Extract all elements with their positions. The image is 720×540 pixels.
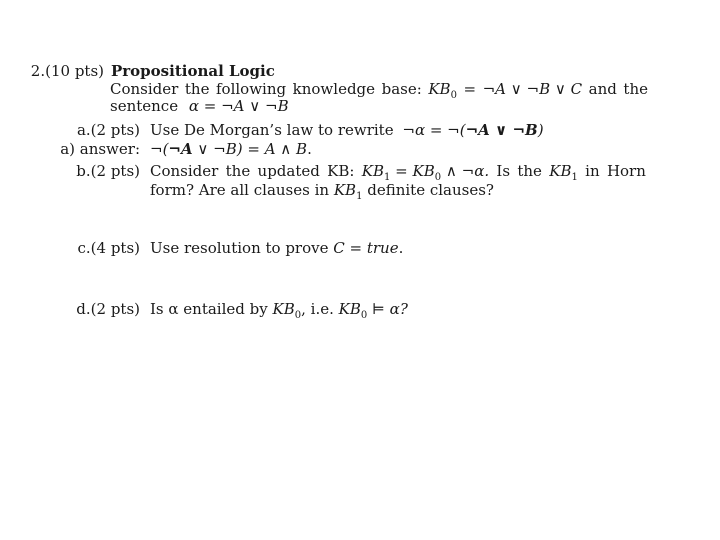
intro-word: base: [381, 80, 422, 98]
alpha-definition: α = ¬A ∨ ¬B [188, 97, 289, 115]
kb1-formula: $KB_1 = KB_0$ ∧ ¬α. [361, 162, 490, 183]
part-b-line1: Consider the updated KB: $KB_1 = KB_0$ ∧ ¬α. Is the $KB_1$ in Horn [150, 162, 646, 183]
kb0-ref: $KB_0$ [272, 300, 302, 321]
entailment-formula: $KB_0$ ⊨ α? [338, 300, 408, 321]
part-a-label: a.(2 pts) [76, 121, 140, 139]
kb0-equals: = [463, 80, 477, 98]
part-a-formula: ¬α = ¬(¬A ∨ ¬B) [402, 121, 544, 139]
part-a-answer-label: a) answer: [60, 140, 140, 158]
part-b-label: b.(2 pts) [76, 162, 140, 180]
intro-word: knowledge [292, 80, 376, 98]
kb1-ref: $KB_1$ [333, 181, 363, 202]
part-a-text: Use De Morgan’s law to rewrite ¬α = ¬(¬A ∨ ¬B) [150, 121, 544, 139]
intro-word: the [184, 80, 210, 98]
part-c-label: c.(4 pts) [77, 239, 140, 257]
kb0-definition: $KB_0$ [428, 80, 457, 101]
part-d-label: d.(2 pts) [76, 300, 140, 318]
part-d-text: Is α entailed by $KB_0$, i.e. $KB_0$ ⊨ α? [150, 300, 408, 321]
intro-and: and [588, 80, 617, 98]
question-title: Propositional Logic [111, 62, 275, 80]
kb0-formula: ¬A ∨ ¬B ∨ C [482, 80, 583, 98]
part-c-text: Use resolution to prove C = true. [150, 239, 404, 257]
part-c-formula: C = true [333, 239, 399, 257]
intro-word: following [216, 80, 287, 98]
intro-the: the [623, 80, 648, 98]
part-b-line2: form? Are all clauses in $KB_1$ definite clauses? [150, 181, 494, 202]
sentence-word: sentence [110, 97, 179, 115]
question-number: 2.(10 pts) [30, 62, 104, 80]
kb1-ref: $KB_1$ [549, 162, 578, 183]
intro-word: Consider [110, 80, 179, 98]
part-a-answer-formula: ¬(¬A ∨ ¬B) = A ∧ B. [150, 140, 312, 158]
sentence-line [110, 97, 289, 115]
